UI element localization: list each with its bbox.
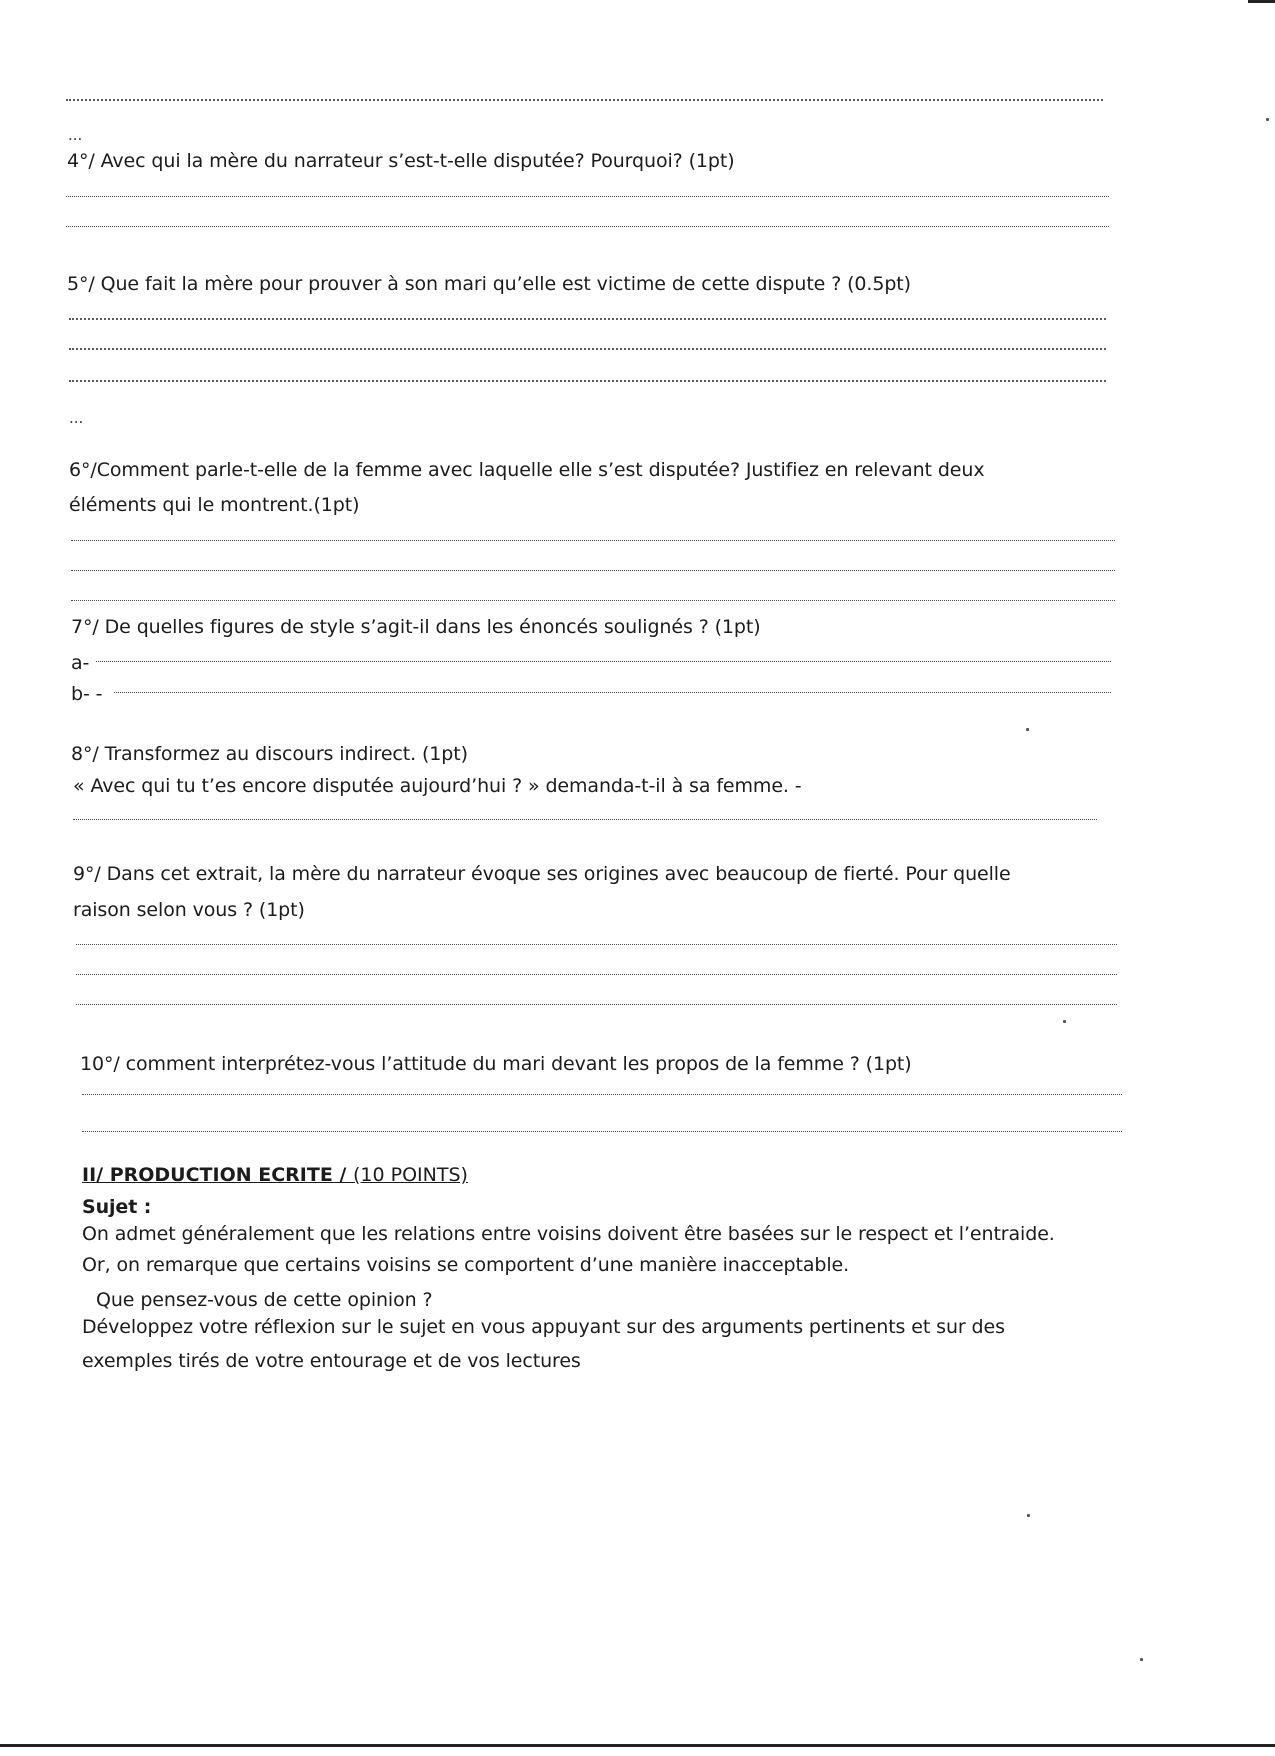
question-6-line-1: 6°/Comment parle-t-elle de la femme avec laquelle elle s’est disputée? Justifiez en relevant deux bbox=[69, 459, 985, 481]
answer-line-a[interactable] bbox=[96, 661, 1111, 662]
question-4: 4°/ Avec qui la mère du narrateur s’est-t-elle disputée? Pourquoi? (1pt) bbox=[67, 150, 735, 172]
subject-instruction-line-2: exemples tirés de votre entourage et de vos lectures bbox=[82, 1350, 581, 1372]
scan-speck bbox=[1063, 1020, 1066, 1023]
answer-line-b[interactable] bbox=[114, 692, 1111, 693]
subject-text-line-1: On admet généralement que les relations entre voisins doivent être basées sur le respect et l’entraide. bbox=[82, 1223, 1055, 1245]
answer-line[interactable] bbox=[71, 570, 1115, 571]
subject-question: Que pensez-vous de cette opinion ? bbox=[96, 1289, 433, 1311]
question-9-line-1: 9°/ Dans cet extrait, la mère du narrateur évoque ses origines avec beaucoup de fierté. Pour quelle bbox=[73, 863, 1011, 885]
scan-speck bbox=[1266, 118, 1269, 121]
continuation-ellipsis: ... bbox=[68, 126, 83, 144]
question-7: 7°/ De quelles figures de style s’agit-il dans les énoncés soulignés ? (1pt) bbox=[71, 616, 761, 638]
answer-line[interactable] bbox=[66, 226, 1109, 227]
scan-speck bbox=[1026, 728, 1029, 731]
answer-line[interactable] bbox=[76, 1004, 1117, 1005]
question-6-line-2: éléments qui le montrent.(1pt) bbox=[69, 494, 360, 516]
scan-speck bbox=[1140, 1658, 1143, 1661]
answer-line[interactable] bbox=[69, 348, 1106, 350]
answer-line[interactable] bbox=[66, 196, 1109, 197]
answer-line[interactable] bbox=[73, 819, 1097, 820]
continuation-ellipsis: ... bbox=[69, 409, 84, 427]
answer-line[interactable] bbox=[66, 99, 1103, 101]
answer-line[interactable] bbox=[76, 944, 1117, 945]
answer-line[interactable] bbox=[82, 1094, 1122, 1095]
section-title-label: II/ PRODUCTION ECRITE / bbox=[82, 1164, 353, 1186]
question-10: 10°/ comment interprétez-vous l’attitude du mari devant les propos de la femme ? (1pt) bbox=[80, 1053, 912, 1075]
question-7-b-label: b- - bbox=[71, 683, 103, 705]
question-9-line-2: raison selon vous ? (1pt) bbox=[73, 899, 305, 921]
question-5: 5°/ Que fait la mère pour prouver à son mari qu’elle est victime de cette dispute ? (0.5pt) bbox=[67, 273, 911, 295]
section-title-production-ecrite bbox=[82, 1163, 468, 1187]
scan-edge-mark bbox=[1248, 0, 1275, 3]
subject-label: Sujet : bbox=[82, 1196, 152, 1218]
question-8-line-1: 8°/ Transformez au discours indirect. (1pt) bbox=[71, 743, 468, 765]
subject-text-line-2: Or, on remarque que certains voisins se comportent d’une manière inacceptable. bbox=[82, 1254, 850, 1276]
answer-line[interactable] bbox=[69, 380, 1106, 382]
answer-line[interactable] bbox=[71, 540, 1115, 541]
answer-line[interactable] bbox=[71, 600, 1115, 601]
scan-speck bbox=[1027, 1514, 1030, 1517]
page-bottom-rule bbox=[0, 1744, 1275, 1747]
answer-line[interactable] bbox=[82, 1131, 1122, 1132]
question-7-a-label: a- bbox=[71, 652, 90, 674]
section-points: (10 POINTS) bbox=[352, 1164, 468, 1186]
question-8-sentence: « Avec qui tu t’es encore disputée aujourd’hui ? » demanda-t-il à sa femme. - bbox=[73, 775, 802, 797]
answer-line[interactable] bbox=[69, 318, 1106, 320]
answer-line[interactable] bbox=[76, 974, 1117, 975]
subject-instruction-line-1: Développez votre réflexion sur le sujet en vous appuyant sur des arguments pertinents et sur des bbox=[82, 1316, 1005, 1338]
